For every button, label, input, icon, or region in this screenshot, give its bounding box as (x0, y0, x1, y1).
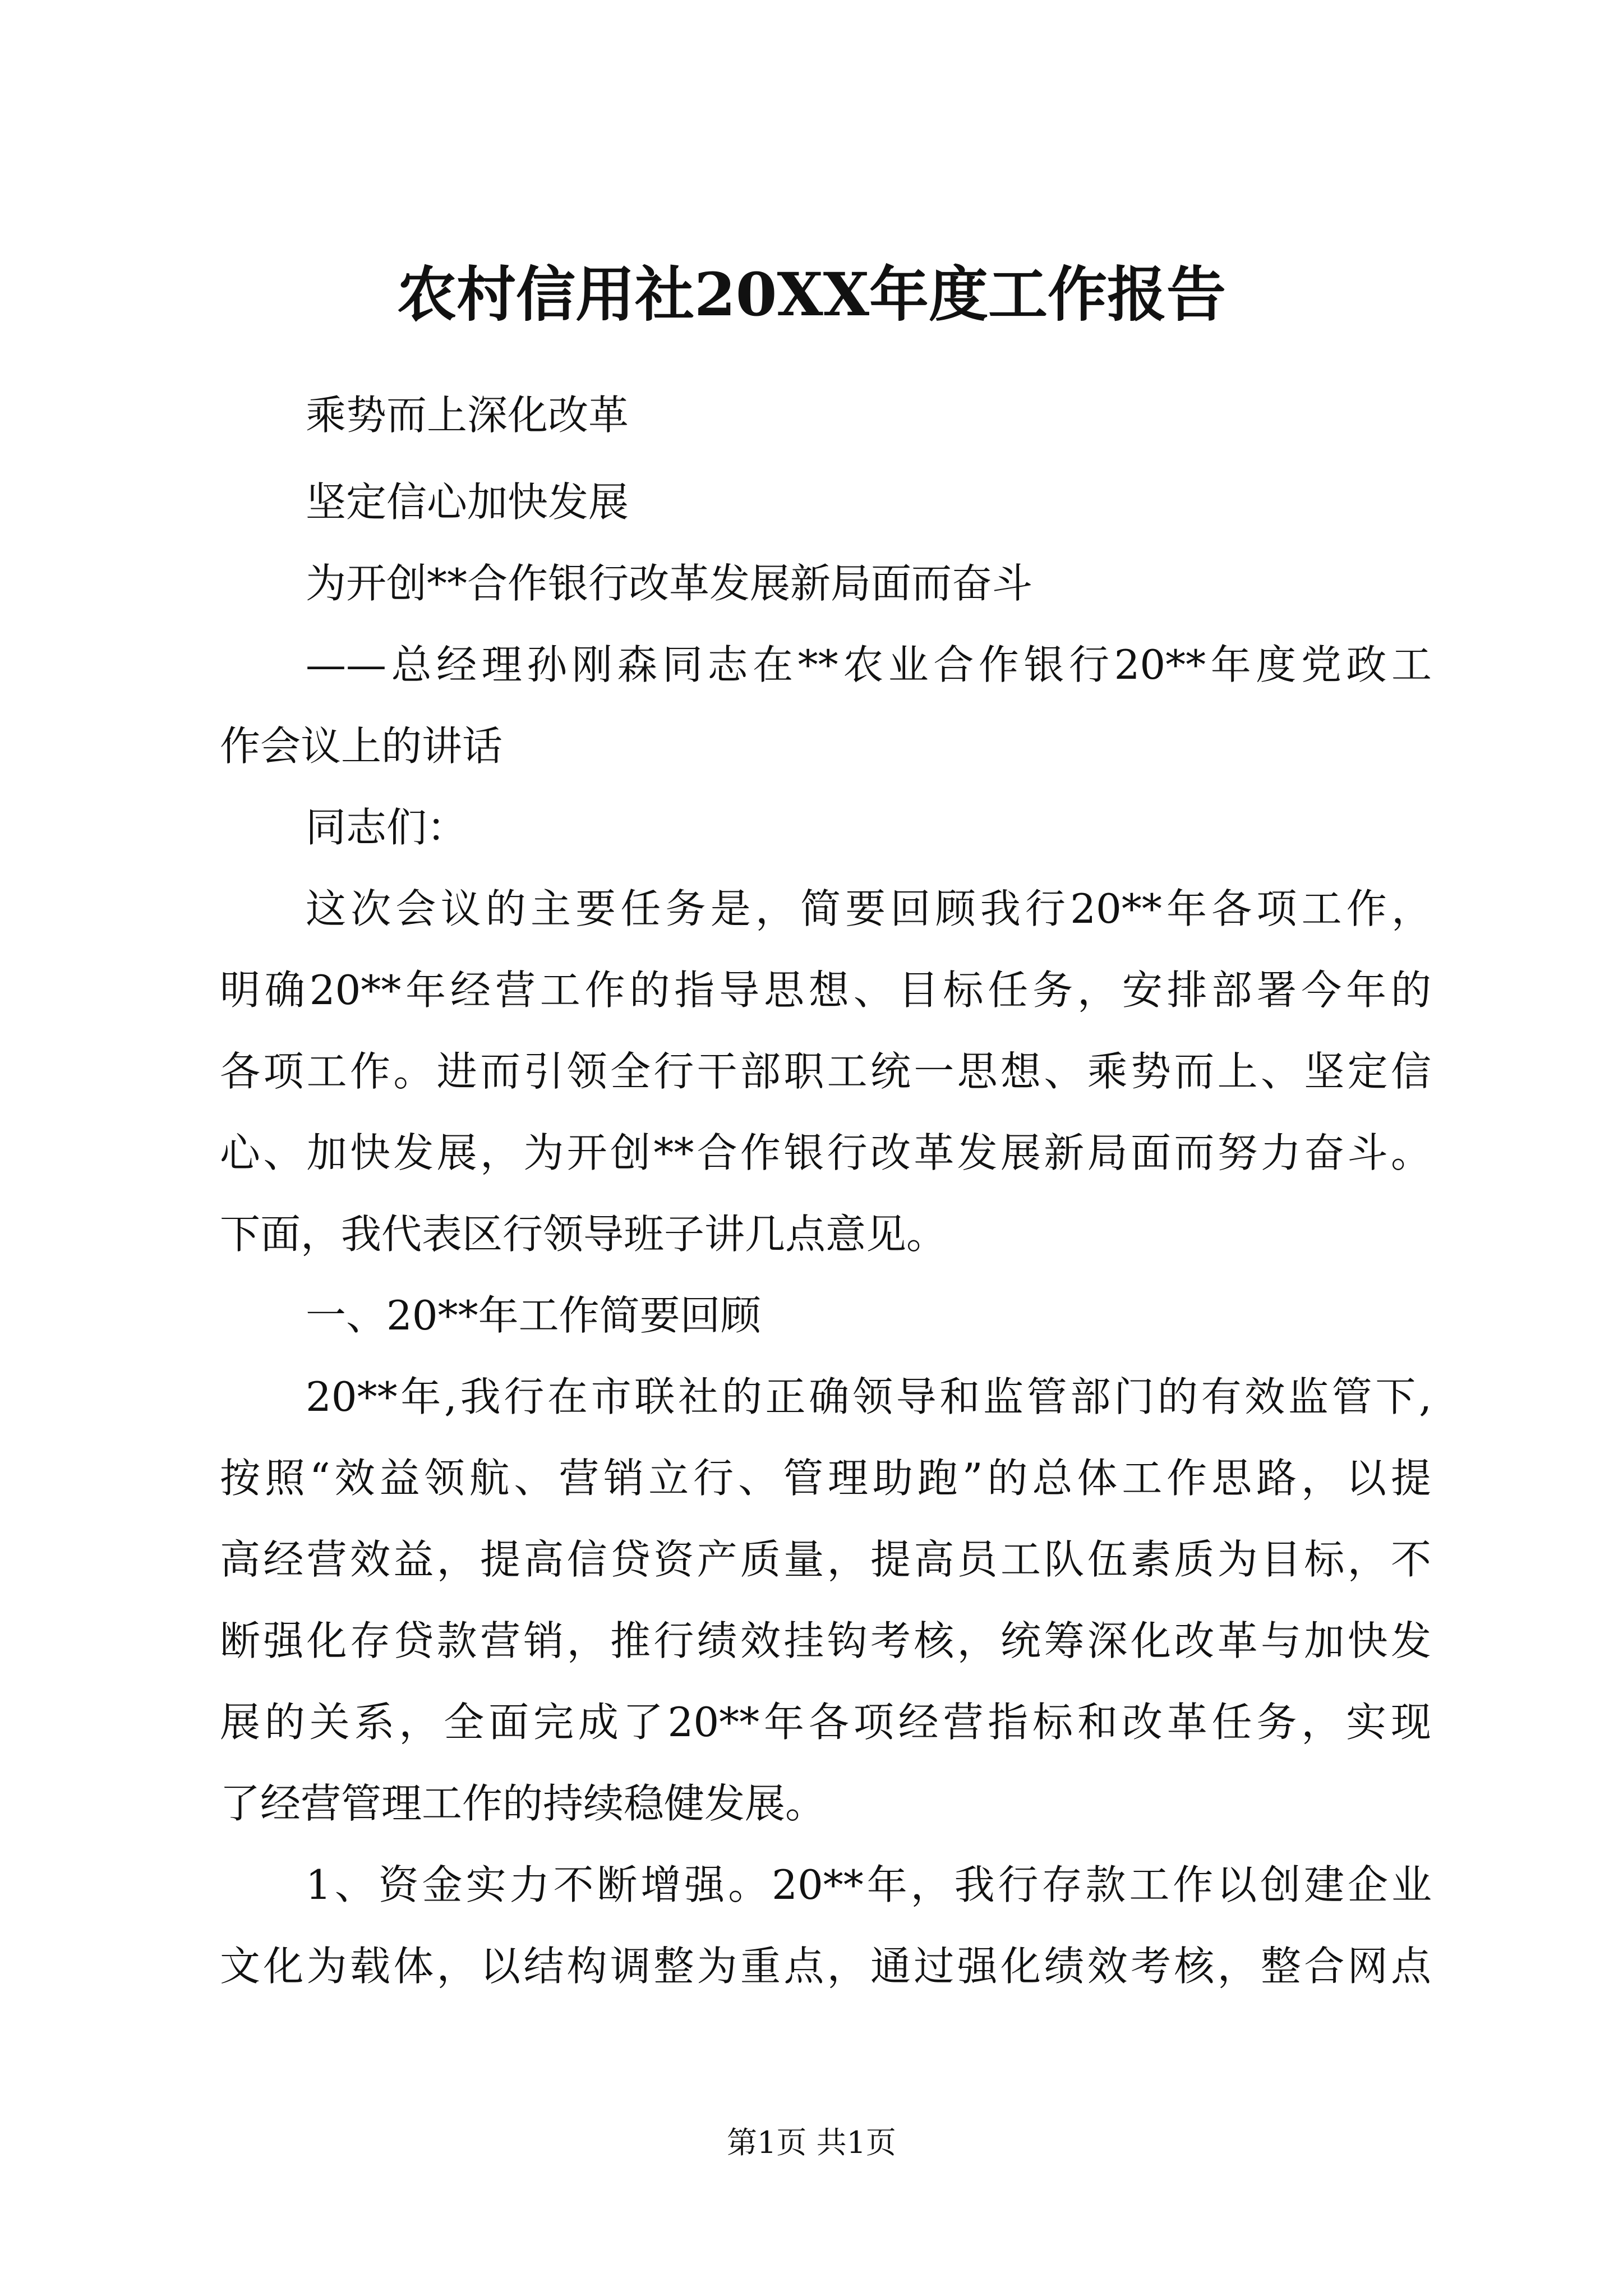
subtitle-line: 为开创**合作银行改革发展新局面而奋斗 (306, 560, 1033, 607)
subtitle-line: 乘势而上深化改革 (306, 392, 629, 439)
paragraph-line: 这次会议的主要任务是，简要回顾我行20**年各项工作， (306, 885, 1432, 932)
subtitle-line: 坚定信心加快发展 (306, 478, 629, 526)
page-indicator: 第1页 共1页 (727, 2125, 896, 2160)
paragraph-line: 20**年,我行在市联社的正确领导和监管部门的有效监管下, (306, 1373, 1432, 1420)
paragraph-line: 按照“效益领航、营销立行、管理助跑”的总体工作思路，以提 (220, 1455, 1431, 1502)
paragraph-line: 明确20**年经营工作的指导思想、目标任务，安排部署今年的 (220, 967, 1431, 1014)
paragraph-line: 了经营管理工作的持续稳健发展。 (220, 1780, 826, 1827)
document-title: 农村信用社20XX年度工作报告 (397, 259, 1226, 329)
salutation: 同志们： (306, 804, 468, 851)
paragraph-line: 断强化存贷款营销，推行绩效挂钩考核，统筹深化改革与加快发 (220, 1617, 1431, 1664)
paragraph-line: 高经营效益，提高信贷资产质量，提高员工队伍素质为目标，不 (220, 1536, 1431, 1583)
paragraph-line: 展的关系，全面完成了20**年各项经营指标和改革任务，实现 (220, 1699, 1431, 1746)
paragraph-line: 文化为载体，以结构调整为重点，通过强化绩效考核，整合网点 (220, 1943, 1431, 1990)
byline-line: 作会议上的讲话 (220, 723, 503, 770)
section-heading: 一、20**年工作简要回顾 (306, 1292, 761, 1339)
byline-line: ——总经理孙刚森同志在**农业合作银行20**年度党政工 (306, 641, 1432, 688)
paragraph-line: 下面，我代表区行领导班子讲几点意见。 (220, 1211, 947, 1258)
paragraph-line: 1、资金实力不断增强。20**年，我行存款工作以创建企业 (306, 1861, 1432, 1908)
paragraph-line: 各项工作。进而引领全行干部职工统一思想、乘势而上、坚定信 (220, 1048, 1431, 1095)
paragraph-line: 心、加快发展，为开创**合作银行改革发展新局面而努力奋斗。 (220, 1129, 1431, 1176)
